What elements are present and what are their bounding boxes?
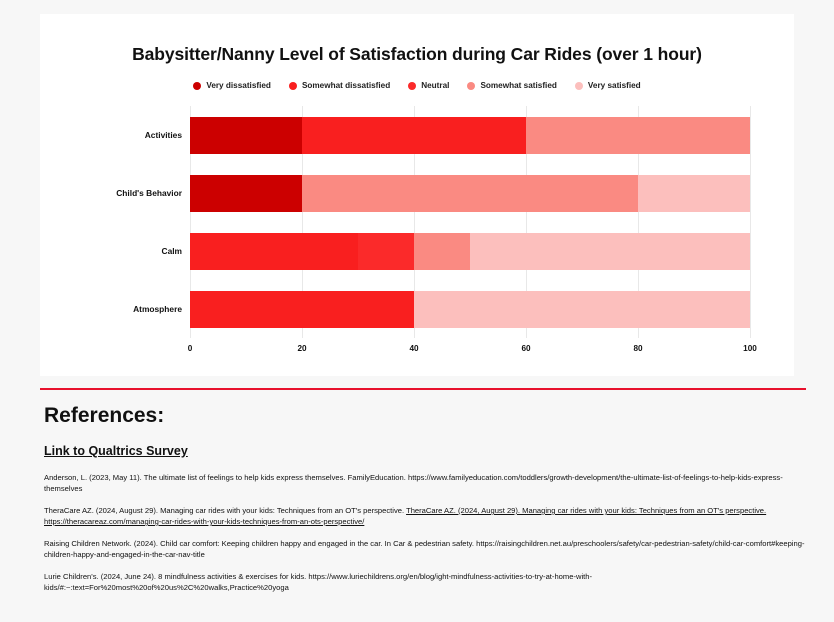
legend-label: Very satisfied [587,81,641,90]
reference-entry [44,505,806,527]
legend-label: Very dissatisfied [206,81,271,90]
stacked-bar [190,175,750,212]
legend-swatch-icon [193,82,201,90]
reference-text: Anderson, L. (2023, May 11). The ultimate list of feelings to help kids express themselves. FamilyEducation. https://www.familyeducation.com/toddlers/growth-development/the-ultimate-list-of-feelings-to-help-kids-express-themselves [44,473,783,493]
x-axis-tick-label: 0 [187,344,193,353]
bar-row [133,280,750,338]
references-list [44,472,810,593]
bar-row [116,164,750,222]
references-heading: References: [44,404,165,427]
chart-title: Babysitter/Nanny Level of Satisfaction during Car Rides (over 1 hour) [132,44,702,64]
x-axis [187,344,757,362]
plot-wrapper [40,100,794,353]
bar-segment [302,117,526,154]
bar-segment [414,291,750,328]
bar-segment [414,233,470,270]
x-axis-tick-label: 60 [521,344,531,353]
stacked-bar [190,291,750,328]
category-label: Atmosphere [133,304,182,314]
legend-label: Somewhat dissatisfied [301,81,391,90]
legend-item [575,81,641,90]
bar-rows [116,106,750,338]
legend-swatch-icon [289,82,297,90]
legend-item [289,81,390,90]
bar-segment [470,233,750,270]
reference-link[interactable]: TheraCare AZ. (2024, August 29). Managing car rides with your kids: Techniques from an OT's perspective. https://theracareaz.com/managing-car-rides-with-your-kids-techniques-from-an-ots-perspective/ [44,506,767,526]
bar-segment [190,175,302,212]
legend-swatch-icon [408,82,416,90]
plot-area [116,106,750,338]
stacked-bar [190,117,750,154]
reference-entry [44,472,806,494]
bar-segment [190,117,302,154]
chart-legend [40,81,794,90]
bar-segment [638,175,750,212]
legend-item [193,81,271,90]
reference-text: Raising Children Network. (2024). Child car comfort: Keeping children happy and engaged in the car. In Car & pedestrian safety. https://raisingchildren.net.au/preschoolers/safety/car-pedestrian-safety/child-car-comfort#keeping-children-happy-and-engaged-in-the-car-nav-title [44,539,805,559]
legend-label: Neutral [421,81,450,90]
x-axis-tick-label: 40 [409,344,419,353]
reference-text: Lurie Children's. (2024, June 24). 8 mindfulness activities & exercises for kids. https://www.luriechildrens.org/en/blog/ight-mindfulness-activities-to-try-at-home-with-kids/#:~:text=For%20most%20of%20us%2C%20walks,Practice%20yoga [44,572,593,592]
chart-card [40,14,794,376]
qualtrics-survey-link[interactable]: Link to Qualtrics Survey [44,444,188,458]
bar-segment [302,175,638,212]
bar-segment [190,233,358,270]
category-label: Activities [144,130,182,140]
x-axis-tick-label: 100 [743,344,757,353]
bar-row [161,222,750,280]
bar-segment [190,291,414,328]
bar-segment [358,233,414,270]
stacked-bar [190,233,750,270]
references-section [44,404,810,604]
gridline [750,106,751,338]
reference-text: TheraCare AZ. (2024, August 29). Managing car rides with your kids: Techniques from an OT's perspective. [44,506,407,515]
reference-entry [44,538,806,560]
category-label: Calm [161,246,182,256]
legend-label: Somewhat satisfied [480,81,557,90]
section-divider [40,388,806,390]
legend-swatch-icon [467,82,475,90]
bar-row [144,106,750,164]
bar-segment [526,117,750,154]
category-label: Child's Behavior [116,188,182,198]
x-axis-tick-label: 20 [297,344,307,353]
legend-item [408,81,449,90]
legend-swatch-icon [575,82,583,90]
legend-item [467,81,556,90]
reference-entry [44,571,806,593]
x-axis-tick-label: 80 [633,344,643,353]
